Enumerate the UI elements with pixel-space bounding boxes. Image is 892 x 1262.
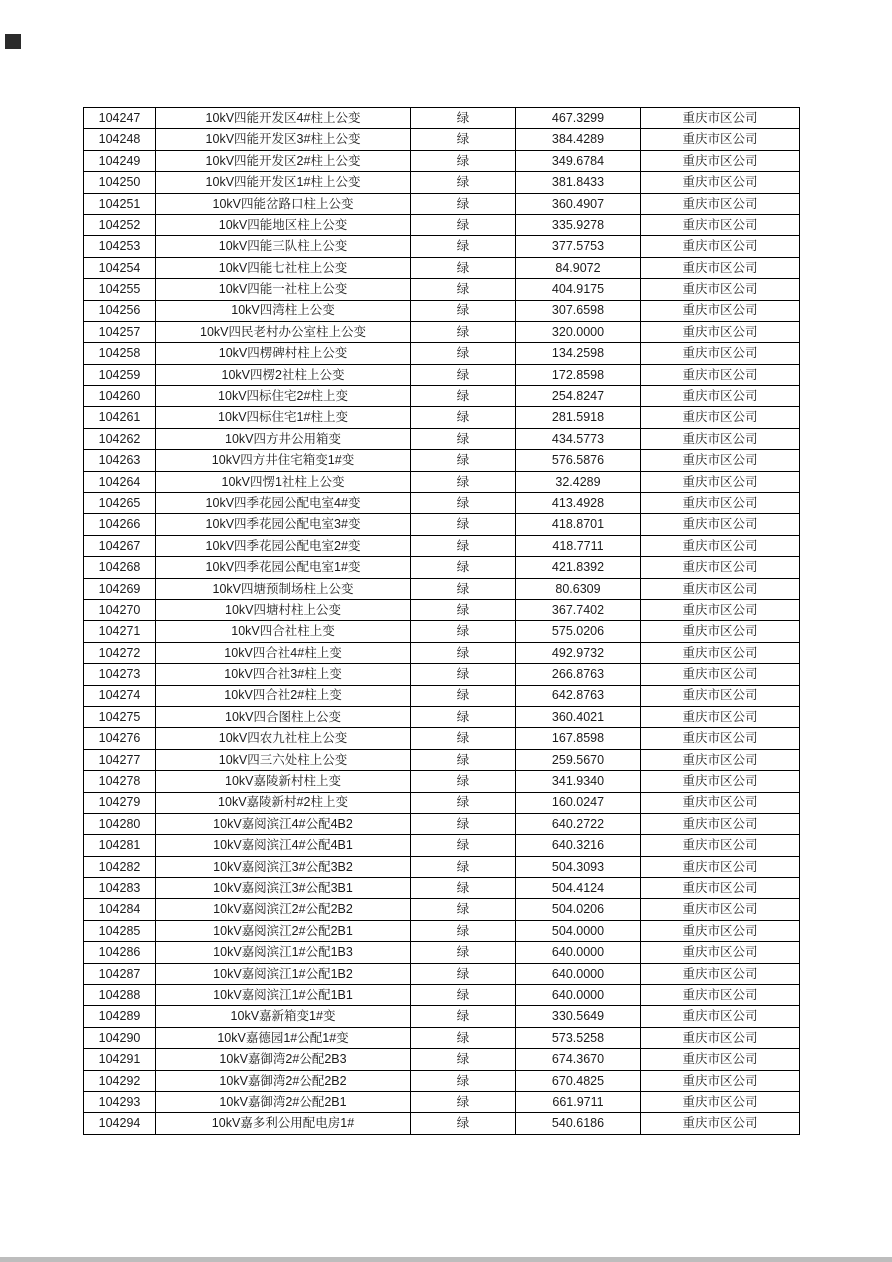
cell-transformer-name: 10kV嘉阅滨江2#公配2B2 — [156, 899, 411, 920]
table-row[interactable] — [84, 279, 800, 300]
cell-transformer-name: 10kV嘉陵新村#2柱上变 — [156, 792, 411, 813]
cell-company: 重庆市区公司 — [641, 878, 800, 899]
cell-transformer-name: 10kV四能开发区3#柱上公变 — [156, 129, 411, 150]
cell-status: 绿 — [411, 771, 516, 792]
table-row[interactable] — [84, 621, 800, 642]
cell-status: 绿 — [411, 621, 516, 642]
cell-status: 绿 — [411, 193, 516, 214]
cell-company: 重庆市区公司 — [641, 706, 800, 727]
cell-company: 重庆市区公司 — [641, 514, 800, 535]
cell-company: 重庆市区公司 — [641, 728, 800, 749]
cell-status: 绿 — [411, 129, 516, 150]
cell-value: 384.4289 — [516, 129, 641, 150]
table-body — [84, 108, 800, 1135]
cell-status: 绿 — [411, 493, 516, 514]
cell-row-id: 104271 — [84, 621, 156, 642]
cell-status: 绿 — [411, 899, 516, 920]
cell-company: 重庆市区公司 — [641, 257, 800, 278]
cell-transformer-name: 10kV四农九社柱上公变 — [156, 728, 411, 749]
cell-transformer-name: 10kV四能开发区2#柱上公变 — [156, 150, 411, 171]
cell-company: 重庆市区公司 — [641, 985, 800, 1006]
cell-transformer-name: 10kV四季花园公配电室2#变 — [156, 535, 411, 556]
table-row[interactable] — [84, 835, 800, 856]
cell-transformer-name: 10kV四季花园公配电室1#变 — [156, 557, 411, 578]
cell-status: 绿 — [411, 942, 516, 963]
cell-company: 重庆市区公司 — [641, 685, 800, 706]
cell-status: 绿 — [411, 236, 516, 257]
cell-status: 绿 — [411, 300, 516, 321]
cell-company: 重庆市区公司 — [641, 621, 800, 642]
table-row[interactable] — [84, 813, 800, 834]
table-row[interactable] — [84, 257, 800, 278]
table-row[interactable] — [84, 1006, 800, 1027]
cell-value: 335.9278 — [516, 214, 641, 235]
table-row[interactable] — [84, 386, 800, 407]
cell-status: 绿 — [411, 321, 516, 342]
cell-value: 418.8701 — [516, 514, 641, 535]
cell-status: 绿 — [411, 963, 516, 984]
cell-row-id: 104264 — [84, 471, 156, 492]
cell-value: 467.3299 — [516, 108, 641, 129]
cell-transformer-name: 10kV嘉阅滨江1#公配1B3 — [156, 942, 411, 963]
cell-transformer-name: 10kV四方井公用箱变 — [156, 428, 411, 449]
cell-transformer-name: 10kV四季花园公配电室3#变 — [156, 514, 411, 535]
cell-company: 重庆市区公司 — [641, 1006, 800, 1027]
cell-company: 重庆市区公司 — [641, 557, 800, 578]
table-row[interactable] — [84, 856, 800, 877]
cell-value: 381.8433 — [516, 172, 641, 193]
corner-artifact — [5, 34, 21, 49]
table-row[interactable] — [84, 1113, 800, 1134]
cell-row-id: 104248 — [84, 129, 156, 150]
cell-company: 重庆市区公司 — [641, 471, 800, 492]
cell-transformer-name: 10kV四合社3#柱上变 — [156, 664, 411, 685]
cell-row-id: 104260 — [84, 386, 156, 407]
table-row[interactable] — [84, 878, 800, 899]
cell-row-id: 104283 — [84, 878, 156, 899]
cell-value: 640.0000 — [516, 985, 641, 1006]
cell-transformer-name: 10kV四能七社柱上公变 — [156, 257, 411, 278]
table-row[interactable] — [84, 599, 800, 620]
cell-status: 绿 — [411, 792, 516, 813]
cell-value: 80.6309 — [516, 578, 641, 599]
cell-company: 重庆市区公司 — [641, 792, 800, 813]
cell-transformer-name: 10kV嘉御湾2#公配2B1 — [156, 1091, 411, 1112]
cell-company: 重庆市区公司 — [641, 364, 800, 385]
cell-company: 重庆市区公司 — [641, 749, 800, 770]
cell-row-id: 104254 — [84, 257, 156, 278]
cell-transformer-name: 10kV四合社4#柱上变 — [156, 642, 411, 663]
cell-value: 377.5753 — [516, 236, 641, 257]
cell-value: 367.7402 — [516, 599, 641, 620]
cell-value: 492.9732 — [516, 642, 641, 663]
cell-company: 重庆市区公司 — [641, 193, 800, 214]
table-row[interactable] — [84, 642, 800, 663]
cell-company: 重庆市区公司 — [641, 428, 800, 449]
cell-transformer-name: 10kV嘉陵新村柱上变 — [156, 771, 411, 792]
cell-status: 绿 — [411, 1070, 516, 1091]
cell-status: 绿 — [411, 706, 516, 727]
cell-transformer-name: 10kV四能岔路口柱上公变 — [156, 193, 411, 214]
cell-value: 504.4124 — [516, 878, 641, 899]
table-row[interactable] — [84, 685, 800, 706]
cell-status: 绿 — [411, 386, 516, 407]
cell-transformer-name: 10kV四楞2社柱上公变 — [156, 364, 411, 385]
cell-row-id: 104294 — [84, 1113, 156, 1134]
cell-transformer-name: 10kV嘉御湾2#公配2B2 — [156, 1070, 411, 1091]
cell-status: 绿 — [411, 535, 516, 556]
cell-row-id: 104250 — [84, 172, 156, 193]
cell-value: 413.4928 — [516, 493, 641, 514]
table-row[interactable] — [84, 108, 800, 129]
cell-value: 134.2598 — [516, 343, 641, 364]
cell-value: 341.9340 — [516, 771, 641, 792]
cell-transformer-name: 10kV嘉阅滨江2#公配2B1 — [156, 920, 411, 941]
cell-value: 360.4907 — [516, 193, 641, 214]
cell-transformer-name: 10kV四楞碑村柱上公变 — [156, 343, 411, 364]
cell-status: 绿 — [411, 364, 516, 385]
cell-company: 重庆市区公司 — [641, 578, 800, 599]
table-row[interactable] — [84, 942, 800, 963]
cell-status: 绿 — [411, 257, 516, 278]
cell-company: 重庆市区公司 — [641, 1113, 800, 1134]
cell-company: 重庆市区公司 — [641, 343, 800, 364]
cell-status: 绿 — [411, 343, 516, 364]
cell-row-id: 104275 — [84, 706, 156, 727]
cell-status: 绿 — [411, 920, 516, 941]
cell-row-id: 104262 — [84, 428, 156, 449]
cell-transformer-name: 10kV嘉阅滨江4#公配4B1 — [156, 835, 411, 856]
table-row[interactable] — [84, 1027, 800, 1048]
cell-transformer-name: 10kV四愣1社柱上公变 — [156, 471, 411, 492]
cell-row-id: 104290 — [84, 1027, 156, 1048]
table-row[interactable] — [84, 899, 800, 920]
table-row[interactable] — [84, 963, 800, 984]
cell-transformer-name: 10kV四能开发区1#柱上公变 — [156, 172, 411, 193]
table-row[interactable] — [84, 407, 800, 428]
cell-company: 重庆市区公司 — [641, 599, 800, 620]
cell-value: 540.6186 — [516, 1113, 641, 1134]
cell-transformer-name: 10kV四标住宅2#柱上变 — [156, 386, 411, 407]
cell-row-id: 104269 — [84, 578, 156, 599]
cell-row-id: 104268 — [84, 557, 156, 578]
cell-company: 重庆市区公司 — [641, 963, 800, 984]
cell-company: 重庆市区公司 — [641, 535, 800, 556]
cell-company: 重庆市区公司 — [641, 450, 800, 471]
table-row[interactable] — [84, 728, 800, 749]
cell-value: 307.6598 — [516, 300, 641, 321]
cell-transformer-name: 10kV嘉阅滨江4#公配4B2 — [156, 813, 411, 834]
table-row[interactable] — [84, 749, 800, 770]
cell-status: 绿 — [411, 471, 516, 492]
cell-company: 重庆市区公司 — [641, 642, 800, 663]
table-row[interactable] — [84, 985, 800, 1006]
cell-row-id: 104291 — [84, 1049, 156, 1070]
cell-company: 重庆市区公司 — [641, 856, 800, 877]
table-row[interactable] — [84, 471, 800, 492]
cell-company: 重庆市区公司 — [641, 493, 800, 514]
cell-row-id: 104259 — [84, 364, 156, 385]
cell-status: 绿 — [411, 1049, 516, 1070]
table-row[interactable] — [84, 343, 800, 364]
cell-company: 重庆市区公司 — [641, 172, 800, 193]
page-bottom-edge — [0, 1257, 892, 1262]
cell-company: 重庆市区公司 — [641, 214, 800, 235]
cell-value: 674.3670 — [516, 1049, 641, 1070]
cell-status: 绿 — [411, 1091, 516, 1112]
cell-company: 重庆市区公司 — [641, 664, 800, 685]
cell-status: 绿 — [411, 150, 516, 171]
cell-status: 绿 — [411, 407, 516, 428]
cell-company: 重庆市区公司 — [641, 835, 800, 856]
cell-status: 绿 — [411, 878, 516, 899]
cell-row-id: 104263 — [84, 450, 156, 471]
cell-value: 504.3093 — [516, 856, 641, 877]
cell-row-id: 104277 — [84, 749, 156, 770]
cell-row-id: 104284 — [84, 899, 156, 920]
cell-value: 421.8392 — [516, 557, 641, 578]
cell-value: 254.8247 — [516, 386, 641, 407]
table-row[interactable] — [84, 1070, 800, 1091]
cell-company: 重庆市区公司 — [641, 236, 800, 257]
cell-transformer-name: 10kV四塘村柱上公变 — [156, 599, 411, 620]
cell-row-id: 104292 — [84, 1070, 156, 1091]
cell-row-id: 104278 — [84, 771, 156, 792]
cell-transformer-name: 10kV四能三队柱上公变 — [156, 236, 411, 257]
cell-status: 绿 — [411, 664, 516, 685]
cell-status: 绿 — [411, 428, 516, 449]
cell-row-id: 104285 — [84, 920, 156, 941]
table-row[interactable] — [84, 920, 800, 941]
cell-status: 绿 — [411, 450, 516, 471]
cell-row-id: 104288 — [84, 985, 156, 1006]
cell-transformer-name: 10kV四合社2#柱上变 — [156, 685, 411, 706]
table-row[interactable] — [84, 1091, 800, 1112]
cell-transformer-name: 10kV嘉阅滨江1#公配1B1 — [156, 985, 411, 1006]
cell-status: 绿 — [411, 1113, 516, 1134]
cell-row-id: 104261 — [84, 407, 156, 428]
cell-value: 573.5258 — [516, 1027, 641, 1048]
cell-row-id: 104251 — [84, 193, 156, 214]
cell-value: 418.7711 — [516, 535, 641, 556]
cell-transformer-name: 10kV四民老村办公室柱上公变 — [156, 321, 411, 342]
table-row[interactable] — [84, 664, 800, 685]
cell-row-id: 104276 — [84, 728, 156, 749]
cell-row-id: 104253 — [84, 236, 156, 257]
cell-value: 661.9711 — [516, 1091, 641, 1112]
table-row[interactable] — [84, 172, 800, 193]
table-row[interactable] — [84, 150, 800, 171]
cell-company: 重庆市区公司 — [641, 1027, 800, 1048]
cell-value: 32.4289 — [516, 471, 641, 492]
table-row[interactable] — [84, 364, 800, 385]
cell-value: 167.8598 — [516, 728, 641, 749]
cell-transformer-name: 10kV四三六处柱上公变 — [156, 749, 411, 770]
cell-company: 重庆市区公司 — [641, 813, 800, 834]
table-row[interactable] — [84, 1049, 800, 1070]
cell-status: 绿 — [411, 578, 516, 599]
cell-company: 重庆市区公司 — [641, 129, 800, 150]
table-row[interactable] — [84, 514, 800, 535]
table-row[interactable] — [84, 706, 800, 727]
cell-value: 640.3216 — [516, 835, 641, 856]
cell-row-id: 104258 — [84, 343, 156, 364]
cell-row-id: 104293 — [84, 1091, 156, 1112]
table-row[interactable] — [84, 450, 800, 471]
cell-row-id: 104257 — [84, 321, 156, 342]
cell-company: 重庆市区公司 — [641, 1049, 800, 1070]
cell-value: 640.0000 — [516, 963, 641, 984]
table-row[interactable] — [84, 557, 800, 578]
cell-value: 266.8763 — [516, 664, 641, 685]
cell-transformer-name: 10kV嘉新箱变1#变 — [156, 1006, 411, 1027]
cell-status: 绿 — [411, 749, 516, 770]
table-row[interactable] — [84, 771, 800, 792]
cell-transformer-name: 10kV嘉阅滨江1#公配1B2 — [156, 963, 411, 984]
cell-company: 重庆市区公司 — [641, 300, 800, 321]
cell-value: 576.5876 — [516, 450, 641, 471]
cell-transformer-name: 10kV四能开发区4#柱上公变 — [156, 108, 411, 129]
cell-transformer-name: 10kV嘉阅滨江3#公配3B1 — [156, 878, 411, 899]
cell-row-id: 104265 — [84, 493, 156, 514]
cell-status: 绿 — [411, 985, 516, 1006]
cell-row-id: 104282 — [84, 856, 156, 877]
cell-transformer-name: 10kV四标住宅1#柱上变 — [156, 407, 411, 428]
cell-transformer-name: 10kV嘉德园1#公配1#变 — [156, 1027, 411, 1048]
cell-row-id: 104279 — [84, 792, 156, 813]
cell-transformer-name: 10kV嘉多利公用配电房1# — [156, 1113, 411, 1134]
cell-value: 640.0000 — [516, 942, 641, 963]
cell-company: 重庆市区公司 — [641, 321, 800, 342]
cell-value: 434.5773 — [516, 428, 641, 449]
cell-row-id: 104270 — [84, 599, 156, 620]
cell-status: 绿 — [411, 214, 516, 235]
cell-row-id: 104280 — [84, 813, 156, 834]
cell-transformer-name: 10kV四能地区柱上公变 — [156, 214, 411, 235]
table-row[interactable] — [84, 129, 800, 150]
cell-row-id: 104252 — [84, 214, 156, 235]
cell-row-id: 104289 — [84, 1006, 156, 1027]
cell-row-id: 104272 — [84, 642, 156, 663]
table-row[interactable] — [84, 493, 800, 514]
cell-transformer-name: 10kV四季花园公配电室4#变 — [156, 493, 411, 514]
cell-row-id: 104286 — [84, 942, 156, 963]
cell-value: 84.9072 — [516, 257, 641, 278]
cell-status: 绿 — [411, 172, 516, 193]
table-row[interactable] — [84, 300, 800, 321]
cell-company: 重庆市区公司 — [641, 1070, 800, 1091]
cell-value: 504.0206 — [516, 899, 641, 920]
cell-status: 绿 — [411, 813, 516, 834]
table-row[interactable] — [84, 792, 800, 813]
cell-value: 504.0000 — [516, 920, 641, 941]
cell-value: 349.6784 — [516, 150, 641, 171]
cell-status: 绿 — [411, 856, 516, 877]
cell-status: 绿 — [411, 557, 516, 578]
cell-value: 575.0206 — [516, 621, 641, 642]
cell-value: 642.8763 — [516, 685, 641, 706]
cell-value: 330.5649 — [516, 1006, 641, 1027]
cell-row-id: 104273 — [84, 664, 156, 685]
cell-status: 绿 — [411, 514, 516, 535]
cell-company: 重庆市区公司 — [641, 108, 800, 129]
cell-value: 670.4825 — [516, 1070, 641, 1091]
cell-status: 绿 — [411, 279, 516, 300]
cell-value: 404.9175 — [516, 279, 641, 300]
table-row[interactable] — [84, 578, 800, 599]
cell-row-id: 104267 — [84, 535, 156, 556]
cell-status: 绿 — [411, 1027, 516, 1048]
cell-row-id: 104274 — [84, 685, 156, 706]
transformer-data-table — [83, 107, 800, 1135]
cell-row-id: 104249 — [84, 150, 156, 171]
cell-company: 重庆市区公司 — [641, 1091, 800, 1112]
table-row[interactable] — [84, 236, 800, 257]
cell-status: 绿 — [411, 728, 516, 749]
cell-transformer-name: 10kV四塘预制场柱上公变 — [156, 578, 411, 599]
cell-company: 重庆市区公司 — [641, 386, 800, 407]
cell-company: 重庆市区公司 — [641, 771, 800, 792]
cell-row-id: 104281 — [84, 835, 156, 856]
table-row[interactable] — [84, 193, 800, 214]
cell-transformer-name: 10kV四合图柱上公变 — [156, 706, 411, 727]
cell-value: 640.2722 — [516, 813, 641, 834]
table-row[interactable] — [84, 214, 800, 235]
cell-value: 259.5670 — [516, 749, 641, 770]
cell-transformer-name: 10kV四能一社柱上公变 — [156, 279, 411, 300]
cell-value: 160.0247 — [516, 792, 641, 813]
cell-status: 绿 — [411, 685, 516, 706]
cell-row-id: 104247 — [84, 108, 156, 129]
cell-company: 重庆市区公司 — [641, 279, 800, 300]
cell-company: 重庆市区公司 — [641, 942, 800, 963]
cell-row-id: 104256 — [84, 300, 156, 321]
cell-status: 绿 — [411, 599, 516, 620]
cell-status: 绿 — [411, 1006, 516, 1027]
cell-transformer-name: 10kV四合社柱上变 — [156, 621, 411, 642]
cell-row-id: 104266 — [84, 514, 156, 535]
cell-value: 360.4021 — [516, 706, 641, 727]
table-row[interactable] — [84, 535, 800, 556]
table-row[interactable] — [84, 321, 800, 342]
cell-transformer-name: 10kV嘉阅滨江3#公配3B2 — [156, 856, 411, 877]
cell-status: 绿 — [411, 835, 516, 856]
cell-transformer-name: 10kV四方井住宅箱变1#变 — [156, 450, 411, 471]
cell-value: 281.5918 — [516, 407, 641, 428]
cell-company: 重庆市区公司 — [641, 899, 800, 920]
cell-transformer-name: 10kV四湾柱上公变 — [156, 300, 411, 321]
cell-value: 320.0000 — [516, 321, 641, 342]
cell-value: 172.8598 — [516, 364, 641, 385]
cell-status: 绿 — [411, 108, 516, 129]
cell-row-id: 104287 — [84, 963, 156, 984]
cell-row-id: 104255 — [84, 279, 156, 300]
cell-transformer-name: 10kV嘉御湾2#公配2B3 — [156, 1049, 411, 1070]
cell-company: 重庆市区公司 — [641, 920, 800, 941]
table-row[interactable] — [84, 428, 800, 449]
cell-status: 绿 — [411, 642, 516, 663]
cell-company: 重庆市区公司 — [641, 407, 800, 428]
cell-company: 重庆市区公司 — [641, 150, 800, 171]
